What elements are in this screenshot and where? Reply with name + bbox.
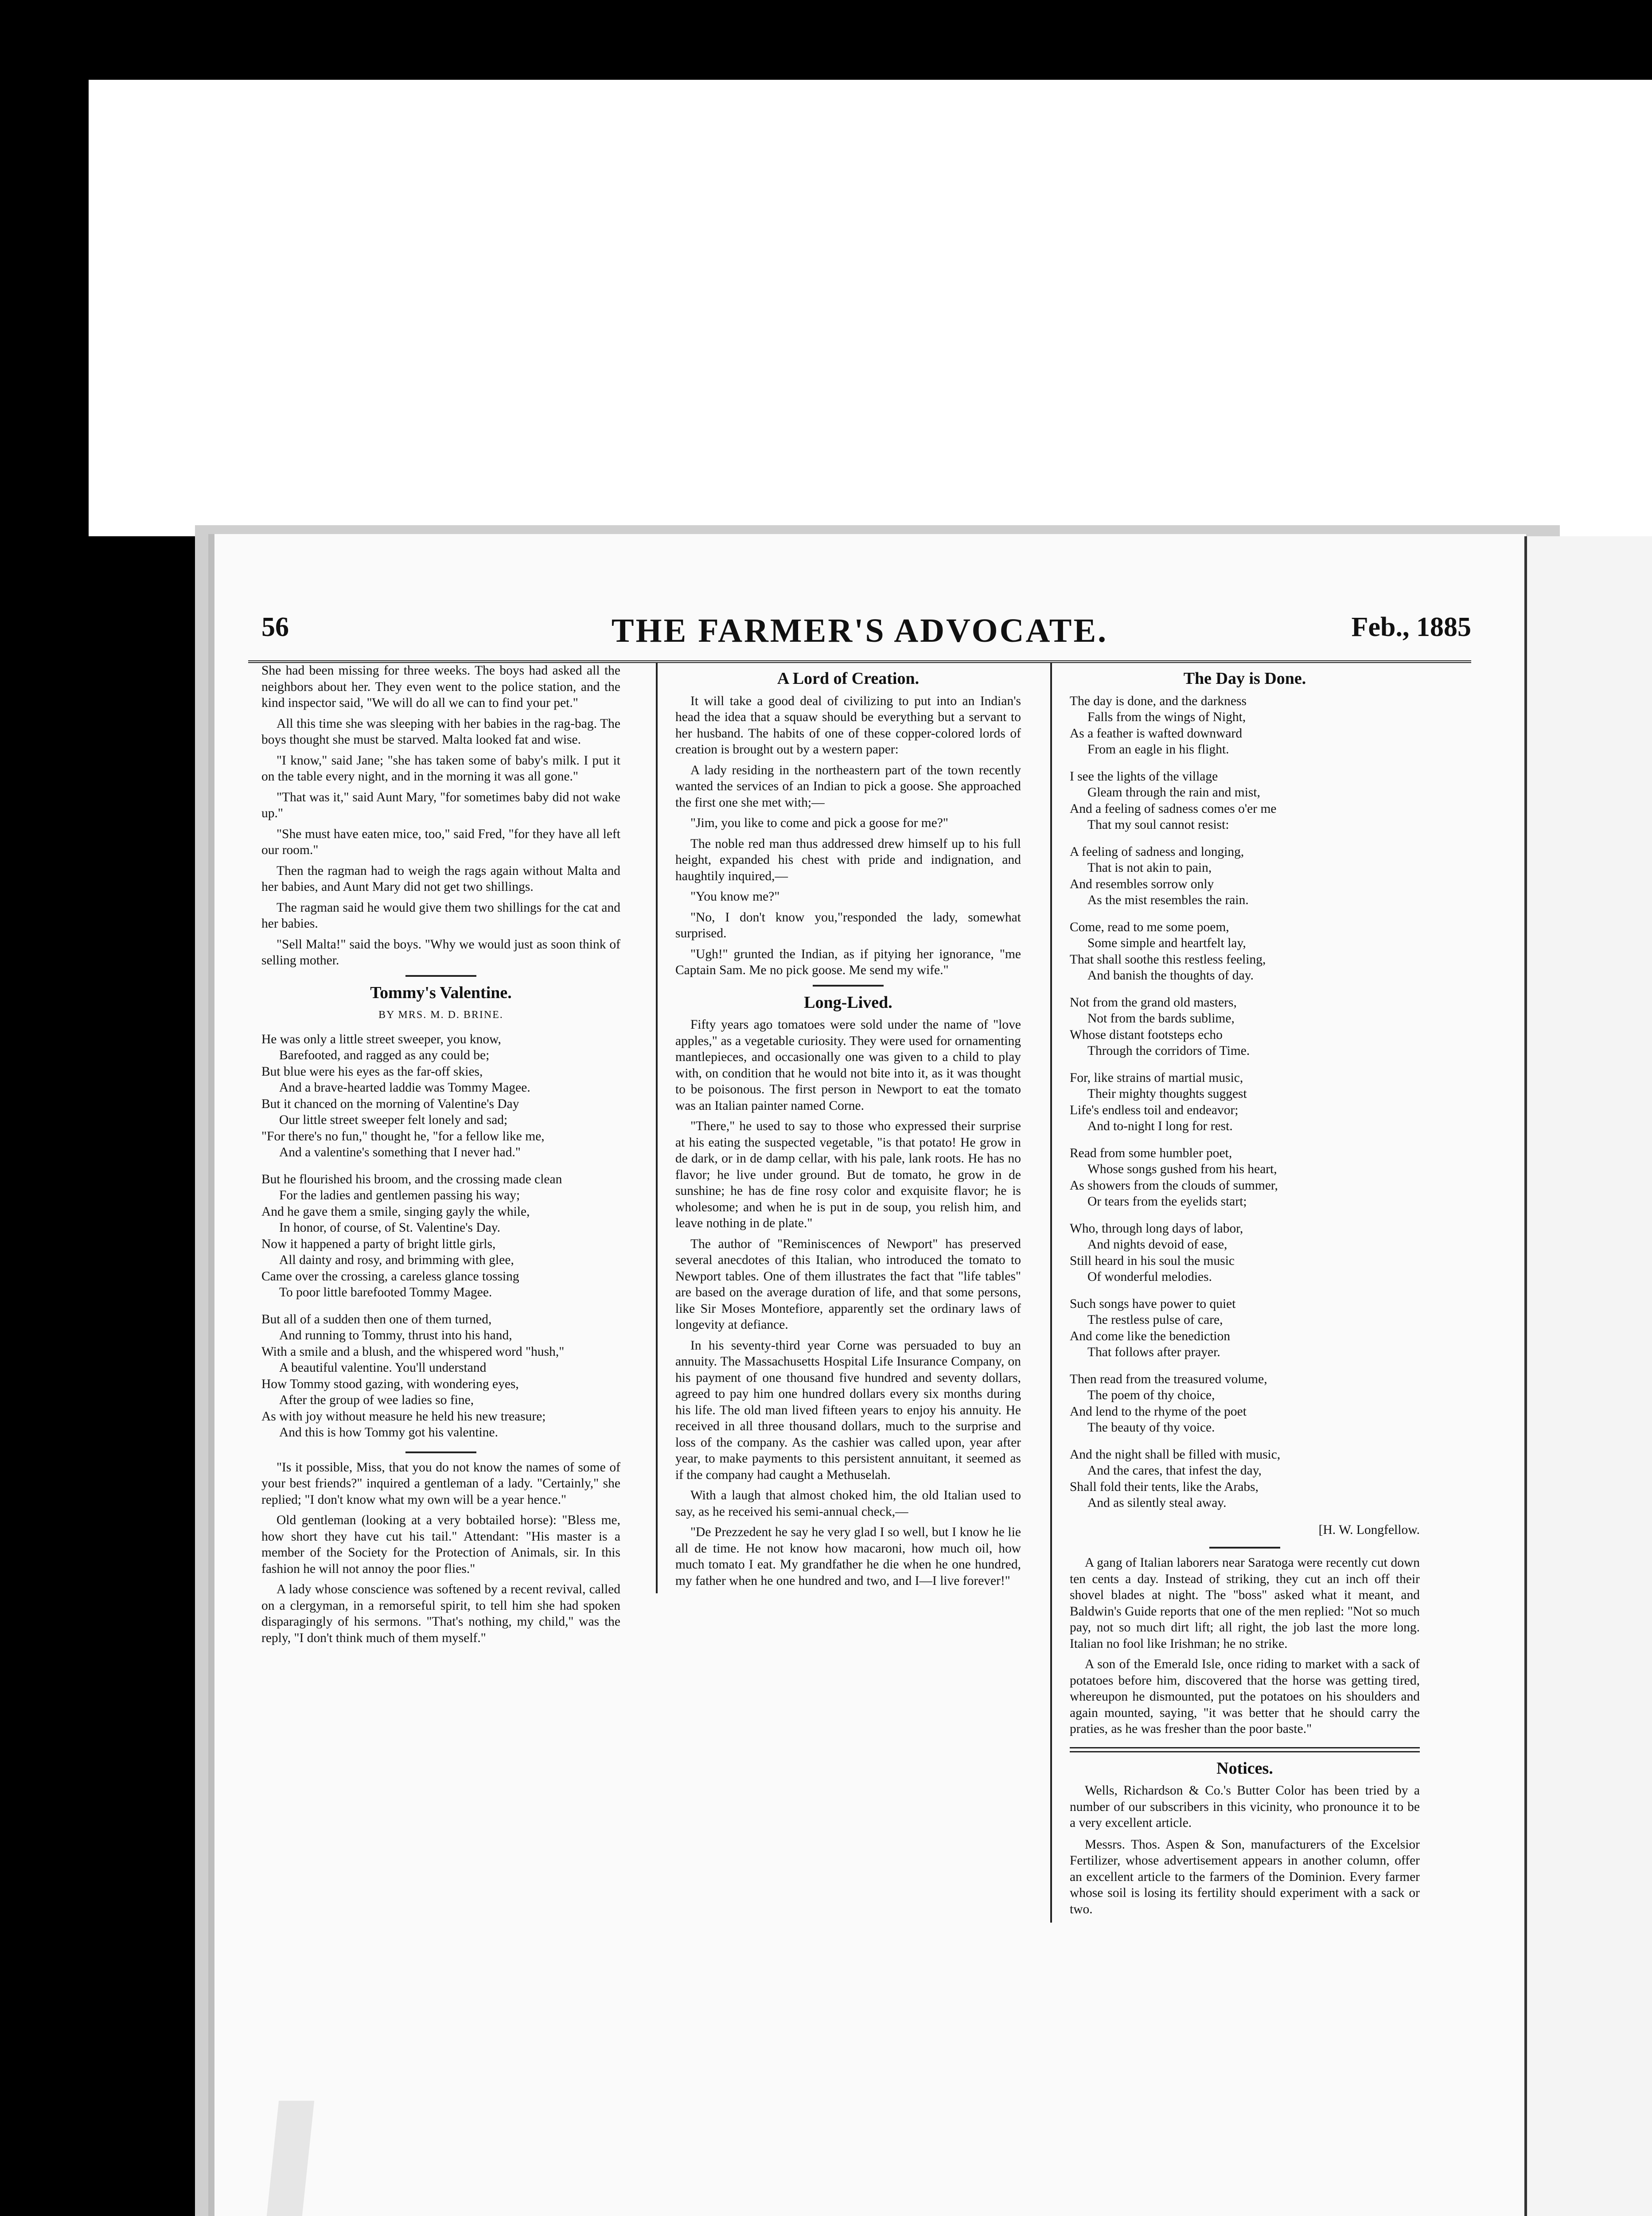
story-intro — [261, 663, 620, 969]
poem-line: To poor little barefooted Tommy Magee. — [279, 1285, 492, 1299]
paragraph: "Is it possible, Miss, that you do not know the names of some of your best friends?" inquired a gentleman of a lady. "Certainly," she replied; "I don't know what my own will be a year hence." — [261, 1460, 620, 1507]
poem-line: Or tears from the eyelids start; — [1087, 1194, 1247, 1209]
poem-line: And this is how Tommy got his valentine. — [279, 1425, 498, 1440]
poem-line: And as silently steal away. — [1087, 1496, 1227, 1510]
poem-line: As showers from the clouds of summer, — [1070, 1178, 1278, 1193]
poem-line: Barefooted, and ragged as any could be; — [279, 1048, 490, 1062]
poem-line: And he gave them a smile, singing gayly the while, — [261, 1204, 530, 1219]
paragraph: With a laugh that almost choked him, the old Italian used to say, as he received his semi-annual check,— — [675, 1488, 1021, 1519]
article-title: Notices. — [1216, 1759, 1273, 1778]
poem-stanza — [1070, 1447, 1420, 1511]
paragraph: "She must have eaten mice, too," said Fred, "for they have all left our room." — [261, 827, 620, 857]
paragraph: "You know me?" — [690, 890, 780, 904]
poem-line: Came over the crossing, a careless glance tossing — [261, 1269, 519, 1284]
issue-date: Feb., 1885 — [1351, 612, 1471, 642]
poem-line: But it chanced on the morning of Valentine's Day — [261, 1096, 519, 1111]
poem-line: But blue were his eyes as the far-off skies, — [261, 1064, 483, 1079]
poem-line: Come, read to me some poem, — [1070, 920, 1229, 934]
poem-line: Our little street sweeper felt lonely and sad; — [279, 1113, 508, 1127]
paragraph: Fifty years ago tomatoes were sold under the name of "love apples," as a vegetable curiosity. They were used for ornamenting mantlepieces, and occasionally one was given to a child to play with, on condition that he would not bite into it, as it was thought to be poisonous. The first person in Newport to eat the tomato was an Italian painter named Corne. — [675, 1018, 1021, 1113]
poem-line: Through the corridors of Time. — [1087, 1044, 1250, 1058]
poem-line: With a smile and a blush, and the whispered word "hush," — [261, 1344, 565, 1359]
paragraph: A gang of Italian laborers near Saratoga were recently cut down ten cents a day. Instead of striking, they cut an inch off their shovel blades at night. The "boss" asked what it meant, and Baldwin's Guide reports that one of the men replied: "Not so much pay, not so much dirt lift; all right, the job last the more long. Italian no fool like Irishman; he no strike. — [1070, 1556, 1420, 1651]
poem-line: For the ladies and gentlemen passing his way; — [279, 1188, 520, 1202]
poem-line: I see the lights of the village — [1070, 769, 1218, 784]
paragraph: A lady residing in the northeastern part of the town recently wanted the services of an Indian to pick a goose. She approached the first one she met with;— — [675, 763, 1021, 810]
poem-stanza — [1070, 1070, 1420, 1135]
poem-line: After the group of wee ladies so fine, — [279, 1393, 474, 1407]
poem-line: Still heard in his soul the music — [1070, 1253, 1235, 1268]
poem-line: That shall soothe this restless feeling, — [1070, 952, 1266, 967]
paragraph: A son of the Emerald Isle, once riding to market with a sack of potatoes before him, discovered that the horse was getting tired, whereupon he dismounted, put the potatoes on his shoulders and again mounted, saying, "it was better that he should carry the praties, as he was fresher than the poor baste." — [1070, 1657, 1420, 1736]
poem-line: The day is done, and the darkness — [1070, 694, 1247, 708]
paragraph: "De Prezzedent he say he very glad I so well, but I know he lie all de time. He not know how macaroni, how much oil, how much tomato I eat. My grandfather he die when he one hundred, my father when he one hundred and two, and I—I live forever!" — [675, 1525, 1021, 1588]
paragraph: In his seventy-third year Corne was persuaded to buy an annuity. The Massachusetts Hospital Life Insurance Company, on his payment of one thousand five hundred and seventy dollars, agreed to pay him one hundred dollars every six months during his life. The old man lived fifteen years to enjoy his annuity. He received in all three thousand dollars, much to the surprise and loss of the company. As the cashier was called upon, year after year, to make payments to this persistent annuitant, it seemed as if the company had caught a Methuselah. — [675, 1338, 1021, 1482]
poem-stanza — [1070, 844, 1420, 909]
column-2 — [656, 663, 1021, 1593]
poem-line: That my soul cannot resist: — [1087, 818, 1229, 832]
poem-line: That is not akin to pain, — [1087, 861, 1212, 875]
poem-line: And lend to the rhyme of the poet — [1070, 1404, 1247, 1419]
poem-line: In honor, of course, of St. Valentine's Day. — [279, 1221, 500, 1235]
masthead: THE FARMER'S ADVOCATE. — [611, 612, 1108, 649]
poem-line: And banish the thoughts of day. — [1087, 968, 1254, 983]
poem-line: Not from the bards sublime, — [1087, 1011, 1235, 1026]
section-rule — [813, 985, 884, 987]
poem-line: All dainty and rosy, and brimming with glee, — [279, 1253, 514, 1267]
poem-line: The restless pulse of care, — [1087, 1313, 1223, 1327]
poem-line: From an eagle in his flight. — [1087, 742, 1229, 757]
poem-line: And resembles sorrow only — [1070, 877, 1214, 891]
poem-line: And nights devoid of ease, — [1087, 1237, 1227, 1252]
poem-line: The poem of thy choice, — [1087, 1388, 1215, 1402]
notice: Wells, Richardson & Co.'s Butter Color has been tried by a number of our subscribers in this vicinity, who pronounce it to be a very excellent article. — [1070, 1783, 1420, 1830]
adjacent-page-edge — [1524, 536, 1652, 2216]
poem-line: Such songs have power to quiet — [1070, 1296, 1236, 1311]
poem-line: "For there's no fun," thought he, "for a fellow like me, — [261, 1129, 545, 1143]
paragraph: "No, I don't know you,"responded the lady, somewhat surprised. — [675, 910, 1021, 940]
paragraph: It will take a good deal of civilizing to put into an Indian's head the idea that a squaw should be everything but a servant to her husband. The habits of one of these copper-colored lords of creation is brought out by a western paper: — [675, 694, 1021, 757]
poem-line: Not from the grand old masters, — [1070, 995, 1237, 1010]
poem-line: And a feeling of sadness comes o'er me — [1070, 801, 1277, 816]
poem-line: Falls from the wings of Night, — [1087, 710, 1246, 724]
poem-line: And a valentine's something that I never had." — [279, 1145, 521, 1159]
poem-stanza — [1070, 769, 1420, 833]
poem-line: Life's endless toil and endeavor; — [1070, 1103, 1239, 1117]
poem-signature: [H. W. Longfellow. — [1318, 1522, 1420, 1537]
poem-line: Of wonderful melodies. — [1087, 1270, 1212, 1284]
poem-line: Gleam through the rain and mist, — [1087, 785, 1260, 800]
poem-stanza — [1070, 995, 1420, 1059]
paragraph: She had been missing for three weeks. The boys had asked all the neighbors about her. They even went to the police station, and the kind inspector said, "We will do all we can to find your pet." — [261, 663, 620, 710]
poem-line: And the cares, that infest the day, — [1087, 1463, 1262, 1478]
paragraph: "I know," said Jane; "she has taken some of baby's milk. I put it on the table every night, and in the morning it was all gone." — [261, 753, 620, 784]
upper-blank-leaf — [89, 80, 1652, 536]
paragraph: All this time she was sleeping with her babies in the rag-bag. The boys thought she must be starved. Malta looked fat and wise. — [261, 716, 620, 747]
poem-line: Some simple and heartfelt lay, — [1087, 936, 1246, 950]
poem-line: As the mist resembles the rain. — [1087, 893, 1249, 907]
poem-line: As a feather is wafted downward — [1070, 726, 1243, 741]
paragraph: A lady whose conscience was softened by a recent revival, called on a clergyman, in a remorseful spirit, to tell him she had spoken disparagingly of his sermons. "That's nothing, my child," was the reply, "I don't think much of them myself." — [261, 1582, 620, 1645]
poem-line: But he flourished his broom, and the crossing made clean — [261, 1172, 562, 1186]
poem-line: A beautiful valentine. You'll understand — [279, 1361, 487, 1375]
poem-line: That follows after prayer. — [1087, 1345, 1220, 1359]
poem-line: He was only a little street sweeper, you know, — [261, 1032, 501, 1046]
poem-line: A feeling of sadness and longing, — [1070, 844, 1244, 859]
paragraph: The ragman said he would give them two shillings for the cat and her babies. — [261, 900, 620, 931]
poem-line: Now it happened a party of bright little girls, — [261, 1237, 496, 1251]
poem-line: Their mighty thoughts suggest — [1087, 1087, 1247, 1101]
page-header — [248, 612, 1471, 663]
section-rule — [1209, 1547, 1280, 1549]
article-title: The Day is Done. — [1183, 669, 1306, 688]
poem-stanza — [1070, 919, 1420, 984]
poem-stanza — [1070, 1296, 1420, 1361]
poem-line: And running to Tommy, thrust into his hand, — [279, 1328, 512, 1342]
paragraph: "That was it," said Aunt Mary, "for sometimes baby did not wake up." — [261, 790, 620, 820]
poem-line: Who, through long days of labor, — [1070, 1221, 1243, 1236]
poem-line: Then read from the treasured volume, — [1070, 1372, 1267, 1386]
paragraph: "Sell Malta!" said the boys. "Why we would just as soon think of selling mother. — [261, 937, 620, 968]
paragraph: Then the ragman had to weigh the rags again without Malta and her babies, and Aunt Mary did not get two shillings. — [261, 863, 620, 894]
paragraph: "Jim, you like to come and pick a goose for me?" — [690, 816, 948, 830]
poem-line: Read from some humbler poet, — [1070, 1146, 1232, 1160]
poem-line: How Tommy stood gazing, with wondering eyes, — [261, 1377, 519, 1391]
byline: BY MRS. M. D. BRINE. — [378, 1009, 503, 1021]
poem-line: For, like strains of martial music, — [1070, 1070, 1243, 1085]
poem-stanza — [261, 1031, 620, 1161]
poem-line: But all of a sudden then one of them turned, — [261, 1312, 492, 1326]
article-title: Long-Lived. — [804, 993, 892, 1012]
poem — [1070, 693, 1420, 1511]
poem-line: As with joy without measure he held his new treasure; — [261, 1409, 546, 1424]
poem-line: Whose distant footsteps echo — [1070, 1027, 1223, 1042]
section-rule — [405, 975, 476, 977]
poem-line: And come like the benediction — [1070, 1329, 1231, 1343]
poem-line: Shall fold their tents, like the Arabs, — [1070, 1479, 1259, 1494]
paragraph: Old gentleman (looking at a very bobtailed horse): "Bless me, how short they have cut his tail." Attendant: "His master is a member of the Society for the Protection of Animals, sir. In this fashion he will not annoy the poor flies." — [261, 1513, 620, 1576]
poem-stanza — [261, 1311, 620, 1441]
article-title: A Lord of Creation. — [777, 669, 920, 688]
paragraph: The author of "Reminiscences of Newport" has preserved several anecdotes of this Italian, who introduced the tomato to Newport tables. One of them illustrates the fact that "life tables" are based on the average duration of life, and that some persons, like Sir Moses Montefiore, apparently set the ordinary laws of longevity at defiance. — [675, 1237, 1021, 1332]
section-double-rule — [1070, 1747, 1420, 1752]
paragraph: The noble red man thus addressed drew himself up to his full height, expanded his chest with pride and indignation, and haughtily inquired,— — [675, 836, 1021, 883]
paragraph: "There," he used to say to those who expressed their surprise at his eating the suspected vegetable, "is that potato! He grow in de dark, or in de damp cellar, with his pale, lank roots. He has no flavor; he live under ground. But de tomato, he grow in de sunshine; he has de fine rosy color and exquisite flavor; he is wholesome; and when he is put in de soup, you relish him, and leave nothing in de plate." — [675, 1119, 1021, 1230]
poem-line: And to-night I long for rest. — [1087, 1119, 1233, 1133]
poem-stanza — [1070, 1221, 1420, 1285]
poem-stanza — [261, 1171, 620, 1301]
poem-stanza — [1070, 1371, 1420, 1436]
page-number: 56 — [261, 612, 289, 642]
poem-stanza — [1070, 1145, 1420, 1210]
poem-line: The beauty of thy voice. — [1087, 1420, 1215, 1435]
section-rule — [405, 1451, 476, 1453]
column-1 — [261, 663, 620, 1650]
notice: Messrs. Thos. Aspen & Son, manufacturers of the Excelsior Fertilizer, whose advertisement appears in another column, offer an excellent article to the farmers of the Dominion. Every farmer whose soil is losing its fertility should experiment with a sack or two. — [1070, 1837, 1420, 1916]
paragraph: "Ugh!" grunted the Indian, as if pitying her ignorance, "me Captain Sam. Me no pick goose. Me send my wife." — [675, 947, 1021, 977]
article-title: Tommy's Valentine. — [370, 983, 512, 1002]
column-3 — [1050, 663, 1420, 1923]
poem-line: And the night shall be filled with music, — [1070, 1447, 1281, 1462]
poem-stanza — [1070, 693, 1420, 758]
poem-line: And a brave-hearted laddie was Tommy Magee. — [279, 1081, 530, 1095]
poem-line: Whose songs gushed from his heart, — [1087, 1162, 1277, 1176]
